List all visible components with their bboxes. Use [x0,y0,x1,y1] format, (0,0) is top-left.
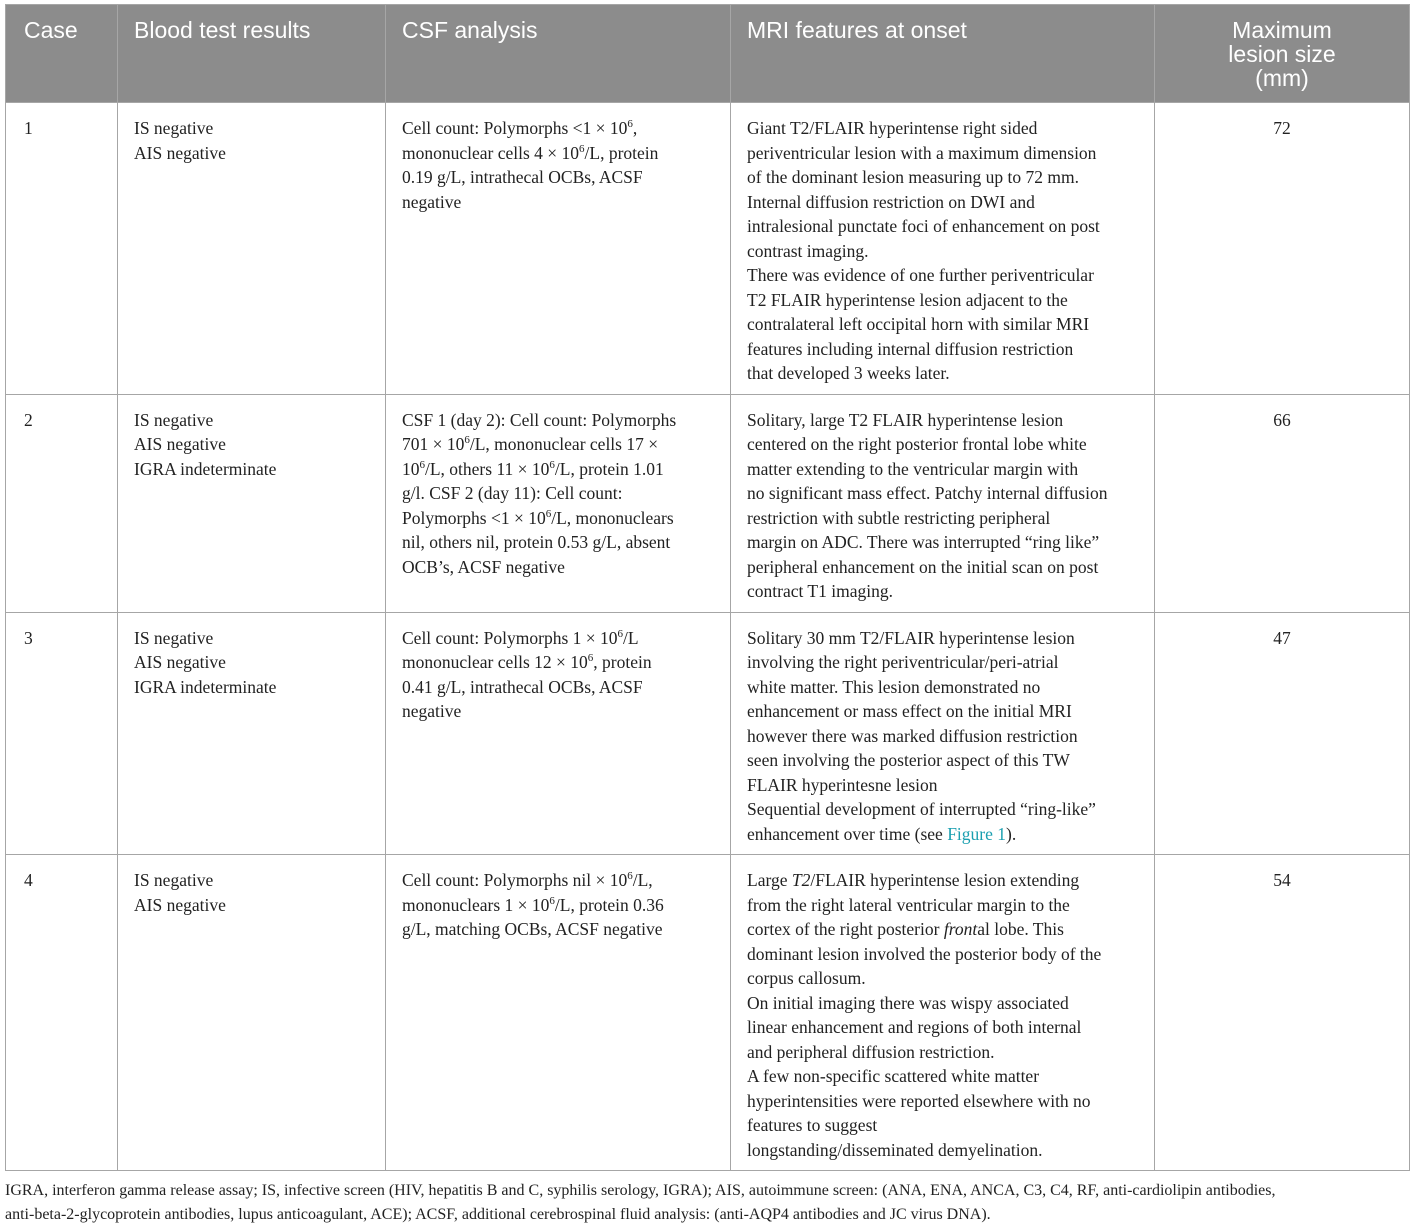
figure-1-link[interactable]: Figure 1 [947,823,1007,844]
table-row [6,394,1410,612]
header-max-lesion-size: Maximum lesion size (mm) [1155,5,1410,103]
header-blood-test: Blood test results [118,5,386,103]
lesion-size: 54 [1155,855,1410,1171]
csf-cell: Cell count: Polymorphs $1 \times 10^6/L$ mononuclear cells $12 \times 10^6$, protein 0.41 g/L, intrathecal OCBs, ACSF negative [386,612,731,855]
mri-cell: Giant T2/FLAIR hyperintense right sided periventricular lesion with a maximum dimension of the dominant lesion measuring up to 72 mm. Internal diffusion restriction on DWI and intralesional punctate foci of enhancement on post contrast imaging. There was evidence of one further periventricular T2 FLAIR hyperintense lesion adjacent to the contralateral left occipital horn with similar MRI features including internal diffusion restriction that developed 3 weeks later. [731,103,1155,395]
blood-test-cell: IS negative AIS negative [118,103,386,395]
case-number: 1 [6,103,118,395]
csf-cell: Cell count: Polymorphs nil × $10^6/L$, mononuclears $1 \times 10^6/L$, protein 0.36 g/L, matching OCBs, ACSF negative [386,855,731,1171]
table-row [6,612,1410,855]
header-mri-features: MRI features at onset [731,5,1155,103]
blood-test-cell: IS negative AIS negative IGRA indeterminate [118,612,386,855]
mri-cell: Large T2/FLAIR hyperintense lesion extending from the right lateral ventricular margin to the cortex of the right posterior frontal lobe. This dominant lesion involved the posterior body of the corpus callosum. On initial imaging there was wispy associated linear enhancement and regions of both internal and peripheral diffusion restriction. A few non-specific scattered white matter hyperintensities were reported elsewhere with no features to suggest longstanding/disseminated demyelination. [731,855,1155,1171]
header-case: Case [6,5,118,103]
lesion-size: 47 [1155,612,1410,855]
mri-cell: Solitary, large T2 FLAIR hyperintense lesion centered on the right posterior frontal lobe white matter extending to the ventricular margin with no significant mass effect. Patchy internal diffusion restriction with subtle restricting peripheral margin on ADC. There was interrupted “ring like” peripheral enhancement on the initial scan on post contract T1 imaging. [731,394,1155,612]
case-number: 4 [6,855,118,1171]
csf-cell: CSF 1 (day 2): Cell count: Polymorphs $701 \times 10^6/L$, mononuclear cells 17 × $10^6/L$, others $11 \times 10^6/L$, protein 1.01 g/l. CSF 2 (day 11): Cell count: Polymorphs $<1 \times 10^6/L$, mononuclears nil, others nil, protein 0.53 g/L, absent OCB’s, ACSF negative [386,394,731,612]
case-table [5,4,1410,1171]
table-row [6,103,1410,395]
header-row [6,5,1410,103]
lesion-size: 72 [1155,103,1410,395]
lesion-size: 66 [1155,394,1410,612]
blood-test-cell: IS negative AIS negative IGRA indeterminate [118,394,386,612]
table-footnote: IGRA, interferon gamma release assay; IS, infective screen (HIV, hepatitis B and C, syphilis serology, IGRA); AIS, autoimmune screen: (ANA, ENA, ANCA, C3, C4, RF, anti-cardiolipin antibodies, anti-beta-2-glycoprotein antibodies, lupus anticoagulant, ACE); ACSF, additional cerebrospinal fluid analysis: (anti-AQP4 antibodies and JC virus DNA). [5,1182,1276,1223]
csf-cell: Cell count: Polymorphs $<1 \times 10^6$, mononuclear cells $4 \times 10^6/L$, protein 0.19 g/L, intrathecal OCBs, ACSF negative [386,103,731,395]
case-number: 2 [6,394,118,612]
case-number: 3 [6,612,118,855]
mri-cell: Solitary 30 mm T2/FLAIR hyperintense lesion involving the right periventricular/peri-atrial white matter. This lesion demonstrated no enhancement or mass effect on the initial MRI however there was marked diffusion restriction seen involving the posterior aspect of this TW FLAIR hyperintesne lesion Sequential development of interrupted “ring-like” enhancement over time (see Figure 1). [731,612,1155,855]
blood-test-cell: IS negative AIS negative [118,855,386,1171]
table-row [6,855,1410,1171]
header-csf-analysis: CSF analysis [386,5,731,103]
table-container [5,4,1409,1227]
